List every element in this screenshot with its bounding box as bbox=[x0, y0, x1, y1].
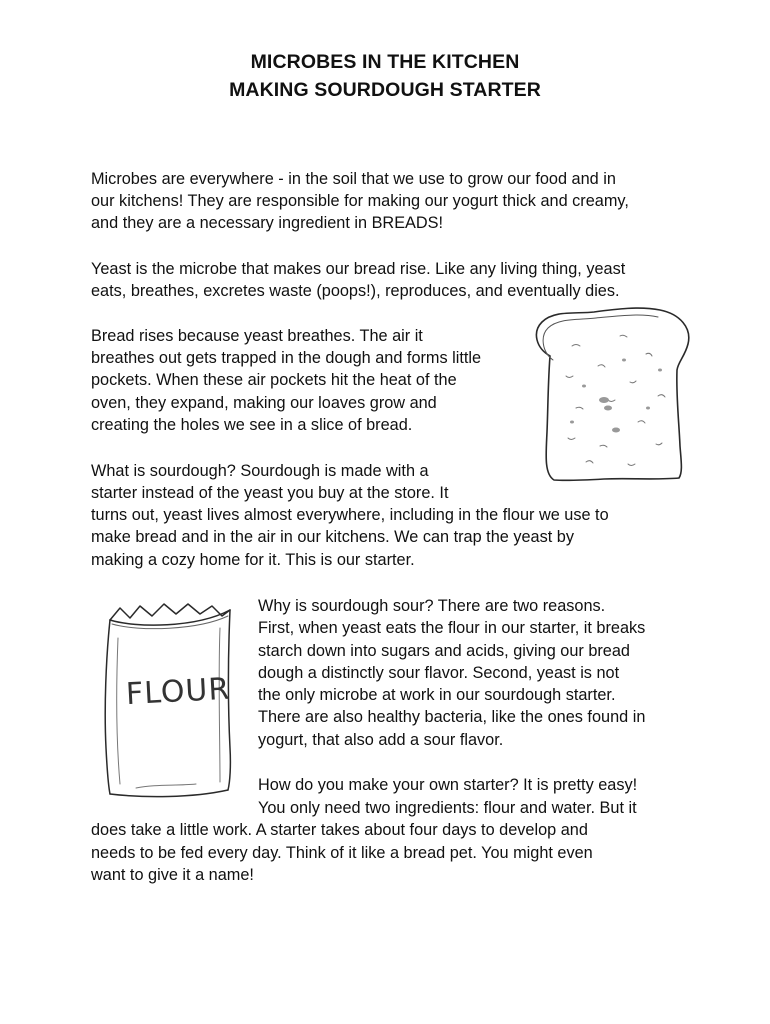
paragraph-2-line-1: Yeast is the microbe that makes our bread rise. Like any living thing, yeast bbox=[91, 260, 626, 278]
paragraph-1-line-3: and they are a necessary ingredient in BREADS! bbox=[91, 214, 444, 232]
paragraph-6-line-3: does take a little work. A starter takes about four days to develop and bbox=[91, 821, 588, 839]
paragraph-6-line-1: How do you make your own starter? It is pretty easy! bbox=[258, 776, 638, 794]
flour-label: FLOUR bbox=[125, 671, 232, 713]
paragraph-5-line-3: starch down into sugars and acids, giving our bread bbox=[258, 642, 630, 660]
paragraph-4-line-1: What is sourdough? Sourdough is made with a bbox=[91, 462, 429, 480]
paragraph-4-line-4: make bread and in the air in our kitchens. We can trap the yeast by bbox=[91, 528, 574, 546]
paragraph-3-line-1: Bread rises because yeast breathes. The air it bbox=[91, 327, 423, 345]
paragraph-4-line-2: starter instead of the yeast you buy at the store. It bbox=[91, 484, 449, 502]
paragraph-6-line-4: needs to be fed every day. Think of it like a bread pet. You might even bbox=[91, 844, 593, 862]
paragraph-5-line-6: There are also healthy bacteria, like the ones found in bbox=[258, 708, 646, 726]
paragraph-4-line-3: turns out, yeast lives almost everywhere, including in the flour we use to bbox=[91, 506, 609, 524]
page-subtitle: MAKING SOURDOUGH STARTER bbox=[229, 79, 541, 101]
paragraph-5-line-4: dough a distinctly sour flavor. Second, yeast is not bbox=[258, 664, 620, 682]
paragraph-3-line-2: breathes out gets trapped in the dough and forms little bbox=[91, 349, 482, 367]
paragraph-2-line-2: eats, breathes, excretes waste (poops!), reproduces, and eventually dies. bbox=[91, 282, 620, 300]
page-title: MICROBES IN THE KITCHEN bbox=[250, 51, 520, 73]
paragraph-3-line-5: creating the holes we see in a slice of bread. bbox=[91, 416, 413, 434]
paragraph-6-line-5: want to give it a name! bbox=[91, 866, 254, 884]
paragraph-3-line-3: pockets. When these air pockets hit the heat of the bbox=[91, 371, 457, 389]
paragraph-5-line-1: Why is sourdough sour? There are two reasons. bbox=[258, 597, 606, 615]
paragraph-5-line-2: First, when yeast eats the flour in our starter, it breaks bbox=[258, 619, 646, 637]
bread-slice-icon bbox=[528, 304, 698, 490]
paragraph-4-line-5: making a cozy home for it. This is our starter. bbox=[91, 551, 415, 569]
paragraph-1-line-1: Microbes are everywhere - in the soil that we use to grow our food and in bbox=[91, 170, 616, 188]
flour-bag-icon bbox=[96, 598, 244, 808]
paragraph-5-line-7: yogurt, that also add a sour flavor. bbox=[258, 731, 504, 749]
paragraph-6-line-2: You only need two ingredients: flour and water. But it bbox=[258, 799, 637, 817]
paragraph-3-line-4: oven, they expand, making our loaves grow and bbox=[91, 394, 437, 412]
paragraph-1-line-2: our kitchens! They are responsible for making our yogurt thick and creamy, bbox=[91, 192, 629, 210]
paragraph-5-line-5: the only microbe at work in our sourdough starter. bbox=[258, 686, 616, 704]
